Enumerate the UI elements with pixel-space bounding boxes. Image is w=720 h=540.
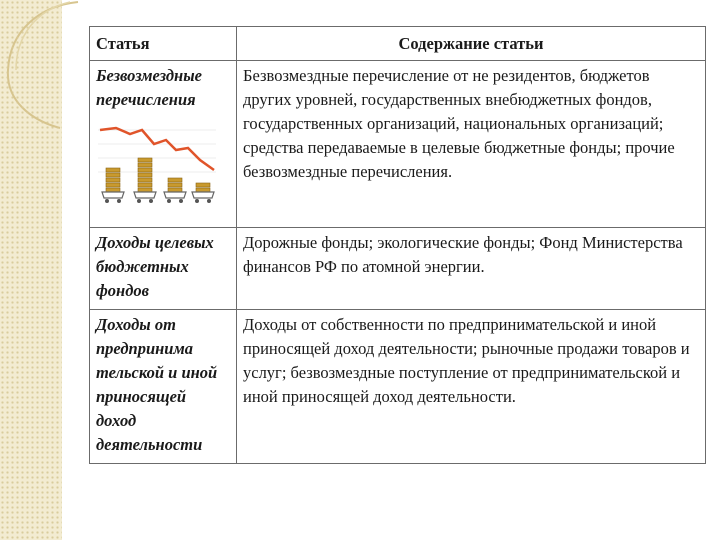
row-category-cell [90, 61, 237, 228]
content-table [89, 26, 706, 464]
table-header-row [90, 27, 706, 61]
declining-finance-illustration [96, 120, 230, 213]
row-category: Доходы от предпринима тельской и иной приносящей доход деятельности [90, 310, 237, 464]
row-content: Доходы от собственности по предпринимательской и иной приносящей доход деятельности; рыночные продажи товаров и услуг; безвозмездные поступление от предпринимательской и иной приносящей доход деятельности. [237, 310, 706, 464]
table-row [90, 228, 706, 310]
table-row [90, 310, 706, 464]
finance-chart-icon [96, 120, 218, 206]
header-article: Статья [90, 27, 237, 61]
row-category: Доходы целевых бюджетных фондов [90, 228, 237, 310]
row-content: Дорожные фонды; экологические фонды; Фонд Министерства финансов РФ по атомной энергии. [237, 228, 706, 310]
decorative-curl [0, 0, 80, 130]
header-content: Содержание статьи [237, 27, 706, 61]
row-category: Безвозмездные перечисления [96, 66, 202, 109]
row-content: Безвозмездные перечисление от не резидентов, бюджетов других уровней, государственных внебюджетных фондов, государственных организаций, национальных организаций; средства передаваемые в целевые бюджетные фонды; прочие безвозмездные перечисления. [237, 61, 706, 228]
table-row [90, 61, 706, 228]
